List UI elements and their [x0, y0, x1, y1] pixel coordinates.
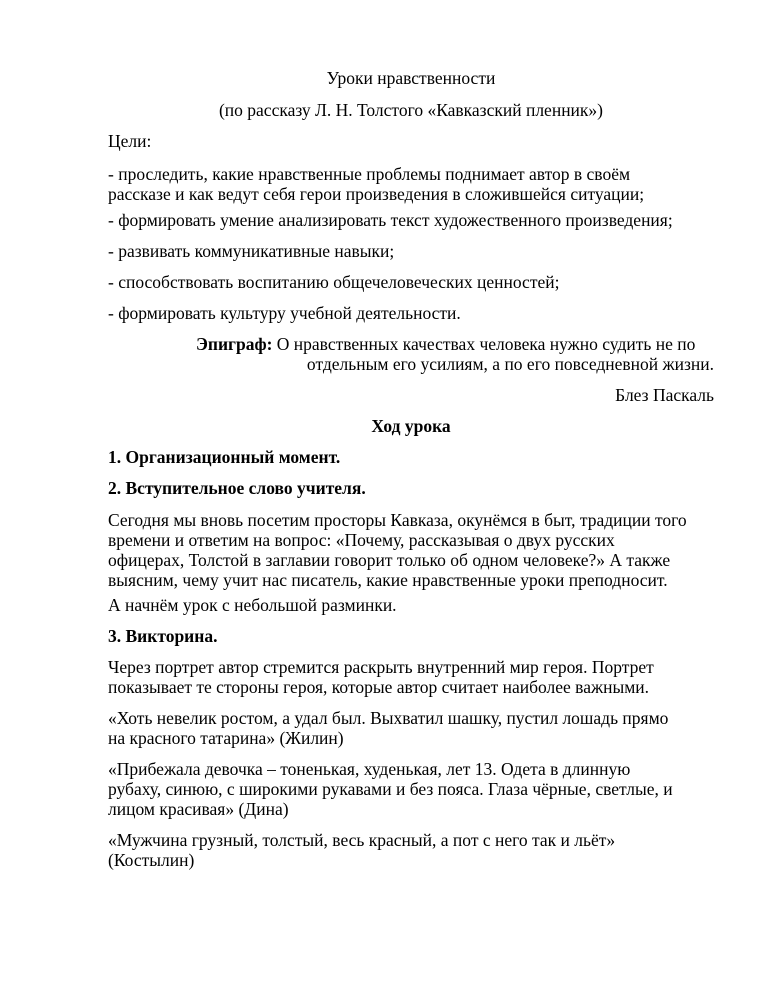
section-3-heading: 3. Викторина. [108, 626, 218, 646]
quote-1-line-1: «Хоть невелик ростом, а удал был. Выхватил шашку, пустил лошадь прямо [108, 708, 669, 728]
quiz-intro-line-1: Через портрет автор стремится раскрыть внутренний мир героя. Портрет [108, 657, 654, 677]
intro-line-3: офицерах, Толстой в заглавии говорит только об одном человеке?» А также [108, 550, 671, 570]
intro-line-4: выясним, чему учит нас писатель, какие нравственные уроки преподносит. [108, 570, 668, 590]
warmup-text: А начнём урок с небольшой разминки. [108, 595, 397, 615]
section-1-heading: 1. Организационный момент. [108, 447, 341, 467]
section-2-heading: 2. Вступительное слово учителя. [108, 478, 366, 498]
document-subtitle: (по рассказу Л. Н. Толстого «Кавказский пленник») [218, 100, 604, 120]
goal-item-2: - формировать умение анализировать текст художественного произведения; [108, 210, 673, 230]
quote-2-line-3: лицом красивая» (Дина) [108, 799, 289, 819]
goal-item-1-line-1: - проследить, какие нравственные проблемы поднимает автор в своём [108, 164, 631, 184]
intro-line-1: Сегодня мы вновь посетим просторы Кавказа, окунёмся в быт, традиции того [108, 510, 687, 530]
goals-heading: Цели: [108, 131, 152, 151]
intro-line-2: времени и ответим на вопрос: «Почему, рассказывая о двух русских [108, 530, 615, 550]
goal-item-5: - формировать культуру учебной деятельности. [108, 303, 461, 323]
epigraph-author: Блез Паскаль [615, 385, 714, 405]
quote-3-line-2: (Костылин) [108, 850, 195, 870]
document-title: Уроки нравственности [326, 68, 496, 88]
quiz-intro-line-2: показывает те стороны героя, которые автор считает наиболее важными. [108, 677, 650, 697]
goal-item-1-line-2: рассказе и как ведут себя герои произведения в сложившейся ситуации; [108, 184, 645, 204]
goal-item-3: - развивать коммуникативные навыки; [108, 241, 395, 261]
quiz-intro-paragraph [108, 657, 714, 697]
goal-item-4: - способствовать воспитанию общечеловеческих ценностей; [108, 272, 560, 292]
intro-paragraph [108, 510, 714, 590]
epigraph-text-2: отдельным его усилиям, а по его повседневной жизни. [306, 354, 714, 374]
quote-1 [108, 708, 714, 748]
epigraph-line-1 [196, 334, 695, 354]
goal-item-1 [108, 164, 714, 204]
quote-2-line-1: «Прибежала девочка – тоненькая, худенькая, лет 13. Одета в длинную [108, 759, 631, 779]
document-body [108, 0, 714, 994]
quote-3 [108, 830, 714, 870]
quote-2 [108, 759, 714, 819]
lesson-heading: Ход урока [371, 416, 451, 436]
quote-1-line-2: на красного татарина» (Жилин) [108, 728, 344, 748]
epigraph-label: Эпиграф: [196, 334, 273, 354]
epigraph-text-1: О нравственных качествах человека нужно судить не по [272, 334, 696, 354]
quote-3-line-1: «Мужчина грузный, толстый, весь красный, а пот с него так и льёт» [108, 830, 616, 850]
quote-2-line-2: рубаху, синюю, с широкими рукавами и без пояса. Глаза чёрные, светлые, и [108, 779, 673, 799]
